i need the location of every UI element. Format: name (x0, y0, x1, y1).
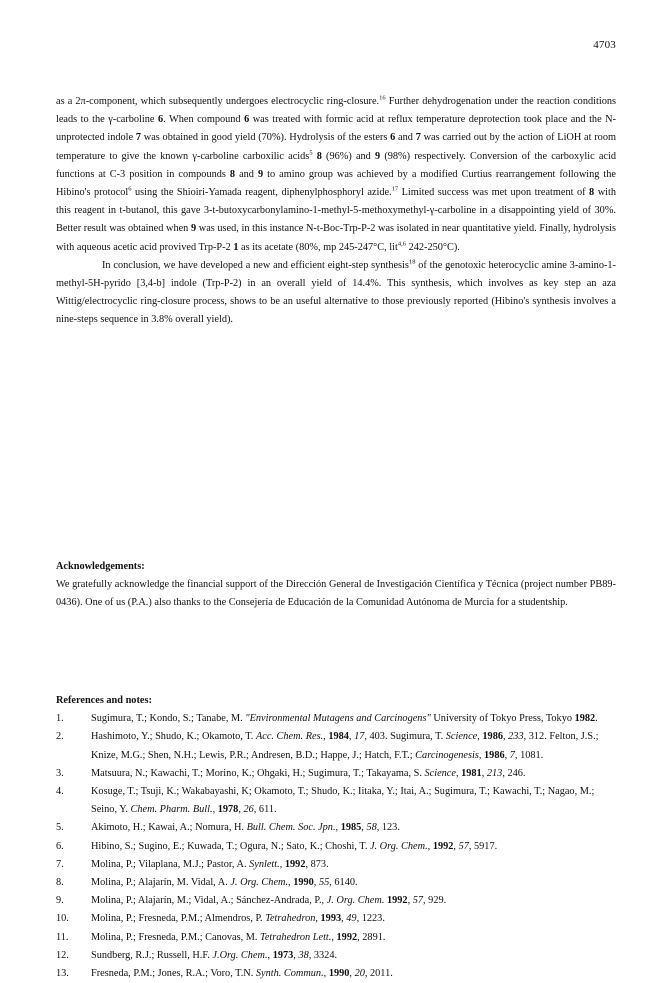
acknowledgements-section (56, 558, 616, 613)
references-heading: References and notes: (56, 695, 152, 706)
reference-item: 3. Matsuura, N.; Kawachi, T.; Morino, K.; Ohgaki, H.; Sugimura, T.; Takayama, S. Science, 1981, 213, 246. (56, 767, 526, 779)
acknowledgements-heading: Acknowledgements: (56, 561, 145, 572)
reference-item: 13. Fresneda, P.M.; Jones, R.A.; Voro, T.N. Synth. Commun., 1990, 20, 2011. (56, 968, 393, 980)
references-section (56, 692, 616, 983)
reference-item: 12. Sundberg, R.J.; Russell, H.F. J.Org. Chem., 1973, 38, 3324. (56, 949, 338, 961)
reference-item: 9. Molina, P.; Alajarín, M.; Vidal, A.; Sánchez-Andrada, P., J. Org. Chem. 1992, 57, 929. (56, 895, 447, 907)
reference-item: 1. Sugimura, T.; Kondo, S.; Tanabe, M. "Environmental Mutagens and Carcinogens" University of Tokyo Press, Tokyo 1982. (56, 713, 598, 725)
references-list (56, 710, 616, 983)
reference-item: 6. Hibino, S.; Sugino, E.; Kuwada, T.; Ogura, N.; Sato, K.; Choshi, T. J. Org. Chem., 1992, 57, 5917. (56, 840, 498, 852)
acknowledgements-text: We gratefully acknowledge the financial support of the Dirección General de Investigación Científica y Técnica (project number PB89-0436). One of us (P.A.) also thanks to the Consejería de Educación de la Comunidad Autónoma de Murcia for a studentship. (56, 579, 616, 609)
paragraph-results: as a 2π-component, which subsequently undergoes electrocyclic ring-closure.$^{16}$ Further dehydrogenation under the reaction conditions leads to the γ-carboline 6. When compound 6 was treated with formic acid at reflux temperature deprotection took place and the N-unprotected indole 7 was obtained in good yield (70%). Hydrolysis of the esters 6 and 7 was carried out by the action of LiOH at room temperature to give the known γ-carboline carboxilic acids$^5$ 8 (96%) and 9 (98%) respectively. Conversion of the carboxylic acid functions at C-3 position in compounds 8 and 9 to amino group was achieved by a modified Curtius rearrangement following the Hibino's protocol$^6$ using the Shioiri-Yamada reagent, diphenylphosphoryl azide.$^{17}$ Limited success was met upon treatment of 8 with this reagent in t-butanol, this gave 3-t-butoxycarbonylamino-1-methyl-5-methoxymethyl-γ-carboline in a disappointing yield of 30%. Better result was obtained when 9 was used, in this instance N-t-Boc-Trp-P-2 was isolated in near quantitative yield. Finally, hydrolysis with aqueous acetic acid provived Trp-P-2 1 as its acetate (80%, mp 245-247°C, lit$^{4,6}$ 242-250°C). (56, 94, 617, 253)
page-number: 4703 (593, 39, 616, 51)
reference-item: 2. Hashimoto, Y.; Shudo, K.; Okamoto, T. Acc. Chem. Res., 1984, 17, 403. Sugimura, T. Science, 1986, 233, 312. Felton, J.S.; Knize, M.G.; Shen, N.H.; Lewis, P.R.; Andresen, B.D.; Happe, J.; Hatch, F.T.; Carcinogenesis, 1986, 7, 1081. (56, 731, 599, 761)
paragraph-conclusion: In conclusion, we have developed a new and efficient eight-step synthesis$^{18}$ of the genotoxic heterocyclic amine 3-amino-1-methyl-5H-pyrido [3,4-b] indole (Trp-P-2) in an overall yield of 14.4%. This synthesis, which involves as key step an aza Wittig/electrocyclic ring-closure process, shows to be an useful alternative to those previously reported (Hibino's synthesis involves a nine-steps sequence in 3.8% overall yield). (56, 258, 616, 326)
reference-item: 8. Molina, P.; Alajarín, M. Vidal, A. J. Org. Chem., 1990, 55, 6140. (56, 877, 358, 889)
body-text (56, 93, 616, 330)
reference-item: 11. Molina, P.; Fresneda, P.M.; Canovas, M. Tetrahedron Lett., 1992, 2891. (56, 931, 386, 943)
reference-item: 7. Molina, P.; Vilaplana, M.J.; Pastor, A. Synlett., 1992, 873. (56, 858, 329, 870)
reference-item: 5. Akimoto, H.; Kawai, A.; Nomura, H. Bull. Chem. Soc. Jpn., 1985, 58, 123. (56, 822, 400, 834)
reference-item: 4. Kosuge, T.; Tsuji, K.; Wakabayashi, K; Okamoto, T.; Shudo, K.; Iitaka, Y.; Itai, A.; Sugimura, T.; Kawachi, T.; Nagao, M.; Seino, Y. Chem. Pharm. Bull., 1978, 26, 611. (56, 786, 595, 816)
reference-item: 10. Molina, P.; Fresneda, P.M.; Almendros, P. Tetrahedron, 1993, 49, 1223. (56, 913, 385, 925)
